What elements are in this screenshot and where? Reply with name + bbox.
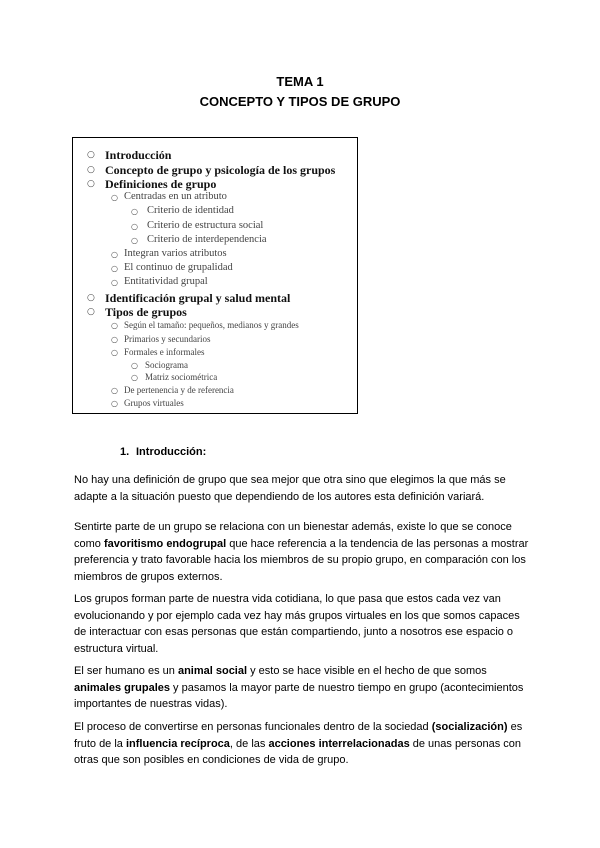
bullet-circle-icon: ○ [111, 321, 118, 330]
bold-term: (socialización) [431, 721, 508, 733]
table-of-contents: ○ Introducción ○ Concepto de grupo y psicología de los grupos ○ Definiciones de grupo ○ Centradas en un atributo ○ Criterio de identidad ○ Criterio de estructura social ○ Criterio de interdependencia ○ Integran varios atributos ○ El continuo de grupalidad ○ Entitatividad grupal ○ Identificación grupal y salud mental ○ Tipos de grupos ○ Según el tamaño: pequeños, medianos y grandes ○ Primarios y secundarios ○ Formales e informales ○ Sociograma ○ Matriz sociométrica ○ De pertenencia y de referencia ○ Grupos virtuales [72, 137, 358, 414]
bullet-circle-icon: ○ [111, 278, 118, 287]
bullet-circle-icon: ○ [131, 236, 138, 245]
paragraph: Sentirte parte de un grupo se relaciona con un bienestar además, existe lo que se conoce como favoritismo endogrupal que hace referencia a la tendencia de las personas a mostrar preferencia y trato favorable hacia los miembros de su propio grupo, en comparación con los miembros de grupos externos. [74, 521, 529, 583]
bold-term: animales grupales [74, 681, 170, 694]
document-subtitle: CONCEPTO Y TIPOS DE GRUPO [199, 94, 401, 109]
bullet-circle-icon: ○ [87, 307, 95, 317]
bullet-circle-icon: ○ [131, 361, 138, 370]
bullet-circle-icon: ○ [87, 150, 95, 160]
bullet-circle-icon: ○ [111, 399, 118, 408]
bullet-circle-icon: ○ [111, 386, 118, 395]
bold-term: acciones interrelacionadas [268, 737, 410, 750]
paragraph: El ser humano es un animal social y esto se hace visible en el hecho de que somos animales grupales y pasamos la mayor parte de nuestro tiempo en grupo (acontecimientos importantes de nuestras vidas). [74, 665, 524, 710]
bullet-circle-icon: ○ [87, 165, 95, 175]
bullet-circle-icon: ○ [111, 335, 118, 344]
bold-term: favoritismo endogrupal [103, 537, 227, 550]
section-number: 1. [120, 446, 130, 458]
document-title: TEMA 1 [276, 74, 324, 89]
section-title: Introducción: [136, 446, 207, 458]
bullet-circle-icon: ○ [111, 193, 118, 202]
bullet-circle-icon: ○ [87, 293, 95, 303]
bold-term: animal social [177, 665, 248, 677]
bullet-circle-icon: ○ [111, 264, 118, 273]
bullet-circle-icon: ○ [131, 207, 138, 216]
bullet-circle-icon: ○ [131, 373, 138, 382]
paragraph: Los grupos forman parte de nuestra vida cotidiana, lo que pasa que estos cada vez van evolucionando y por ejemplo cada vez hay más grupos virtuales en los que somos capaces de interactuar con esas personas que están compartiendo, junto a nosotros ese espacio o estructura virtual. [74, 593, 520, 655]
paragraph: No hay una definición de grupo que sea mejor que otra sino que elegimos la que más se adapte a la situación puesto que dependiendo de los autores esta definición variará. [74, 474, 506, 503]
bullet-circle-icon: ○ [87, 179, 95, 189]
bullet-circle-icon: ○ [111, 250, 118, 259]
bullet-circle-icon: ○ [111, 348, 118, 357]
bold-term: influencia recíproca [125, 737, 230, 750]
paragraph: El proceso de convertirse en personas funcionales dentro de la sociedad (socialización) es fruto de la influencia recíproca, de las acciones interrelacionadas de unas personas con otras que son posibles en condiciones de vida de grupo. [74, 721, 523, 766]
bullet-circle-icon: ○ [131, 222, 138, 231]
